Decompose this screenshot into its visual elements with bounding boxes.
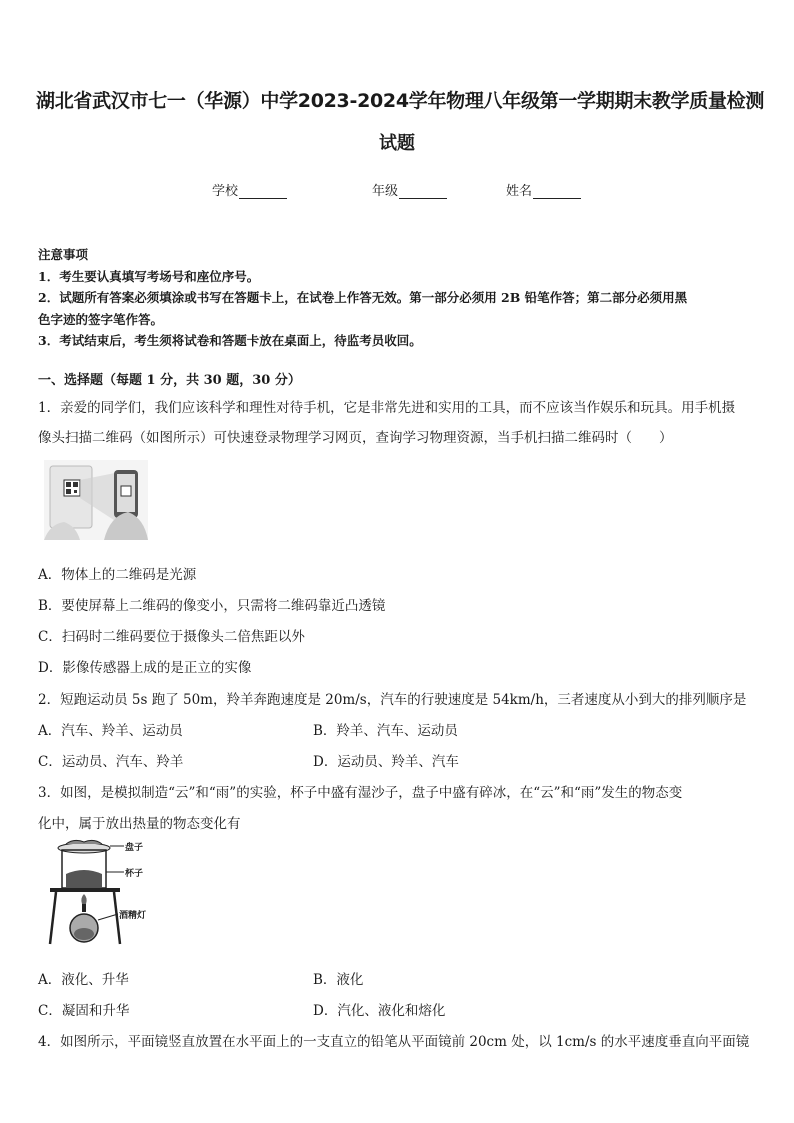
q3-option-a[interactable]: A．液化、升华 [38,972,129,988]
q1-option-b[interactable]: B．要使屏幕上二维码的像变小，只需将二维码靠近凸透镜 [38,598,386,614]
school-field[interactable] [212,180,287,199]
q2-option-d[interactable]: D．运动员、羚羊、汽车 [313,754,459,770]
q2-stem: 2．短跑运动员 5s 跑了 50m，羚羊奔跑速度是 20m/s，汽车的行驶速度是 54km/h，三者速度从小到大的排列顺序是 [38,692,747,708]
q1-option-d[interactable]: D．影像传感器上成的是正立的实像 [38,660,252,676]
notes-item: 1．考生要认真填写考场号和座位序号。 [38,268,260,284]
cloud-rain-experiment-figure [44,838,156,948]
q3-stem-line1: 3．如图，是模拟制造“云”和“雨”的实验，杯子中盛有湿沙子，盘子中盛有碎冰，在“云”和“雨”发生的物态变 [38,785,683,801]
figure-label-cup: 杯子 [125,869,144,879]
q3-option-c[interactable]: C．凝固和升华 [38,1003,130,1019]
figure-label-plate: 盘子 [125,843,144,853]
q3-stem-line2: 化中，属于放出热量的物态变化有 [38,816,241,832]
exam-title: 湖北省武汉市七一（华源）中学2023-2024学年物理八年级第一学期期末教学质量检测 [36,90,765,112]
school-label: 学校 [212,184,239,199]
q3-option-b[interactable]: B．液化 [313,972,364,988]
exam-title-continued: 试题 [379,133,415,154]
notes-heading: 注意事项 [38,247,89,262]
notes-item: 2．试题所有答案必须填涂或书写在答题卡上，在试卷上作答无效。第一部分必须用 2B 铅笔作答；第二部分必须用黑 [38,290,688,305]
grade-field[interactable] [372,180,447,199]
grade-blank[interactable] [399,184,447,199]
q3-option-d[interactable]: D．汽化、液化和熔化 [313,1003,446,1019]
q1-stem-line2: 像头扫描二维码（如图所示）可快速登录物理学习网页，查询学习物理资源，当手机扫描二维码时（ ） [38,430,673,446]
q2-option-c[interactable]: C．运动员、汽车、羚羊 [38,754,184,770]
notes-item: 色字迹的签字笔作答。 [38,311,164,327]
school-blank[interactable] [239,184,287,199]
q4-stem-line1: 4．如图所示，平面镜竖直放置在水平面上的一支直立的铅笔从平面镜前 20cm 处，以 1cm/s 的水平速度垂直向平面镜 [38,1034,750,1050]
qr-scan-photo [44,460,148,540]
q2-option-a[interactable]: A．汽车、羚羊、运动员 [38,723,183,739]
notes-item: 3．考试结束后，考生须将试卷和答题卡放在桌面上，待监考员收回。 [38,333,422,348]
name-blank[interactable] [533,184,581,199]
grade-label: 年级 [372,184,399,199]
q1-option-a[interactable]: A．物体上的二维码是光源 [38,567,197,583]
notes-section [38,244,758,352]
q1-stem-line1: 1．亲爱的同学们，我们应该科学和理性对待手机，它是非常先进和实用的工具，而不应该当作娱乐和玩具。用手机摄 [38,400,736,416]
figure-label-lamp: 酒精灯 [119,911,147,921]
q1-option-c[interactable]: C．扫码时二维码要位于摄像头二倍焦距以外 [38,629,305,645]
name-field[interactable] [506,180,581,199]
name-label: 姓名 [506,184,533,199]
section-heading: 一、选择题（每题 1 分，共 30 题，30 分） [38,373,301,388]
q2-option-b[interactable]: B．羚羊、汽车、运动员 [313,723,458,739]
